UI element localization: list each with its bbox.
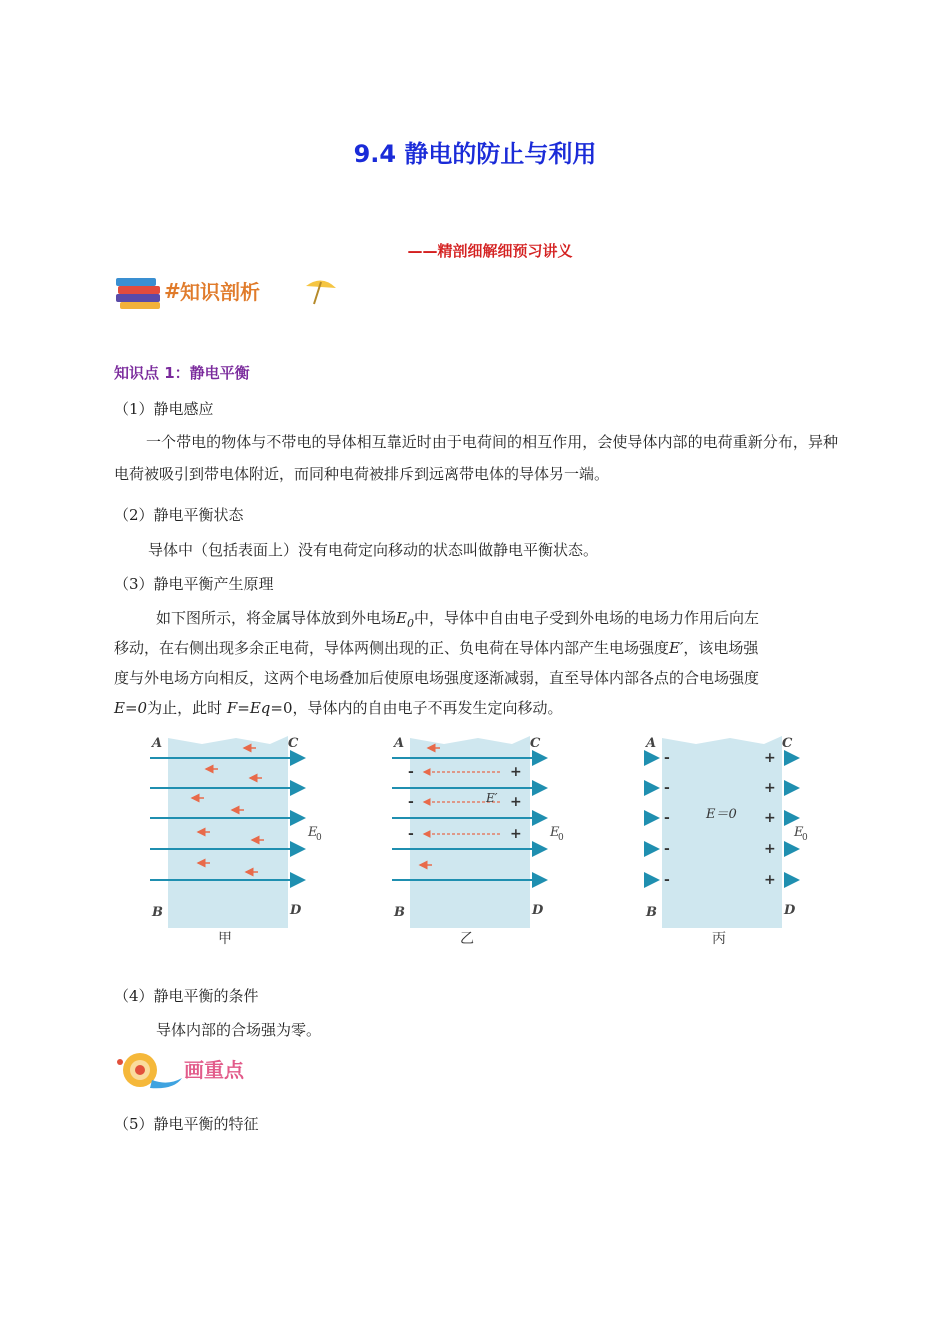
knowledge-point-heading: 知识点 1：静电平衡: [114, 364, 250, 382]
svg-text:-: -: [664, 841, 670, 857]
svg-text:-: -: [408, 826, 414, 842]
svg-text:E: E: [308, 825, 318, 840]
svg-text:+: +: [510, 764, 522, 780]
section-4-text: 导体内部的合场强为零。: [156, 1021, 322, 1039]
svg-text:D: D: [532, 903, 544, 918]
svg-text:A: A: [646, 736, 657, 751]
section-3-heading: （3）静电平衡产生原理: [114, 575, 274, 593]
section-2-text: 导体中（包括表面上）没有电荷定向移动的状态叫做静电平衡状态。: [148, 541, 599, 559]
highlight-badge: [114, 1046, 284, 1092]
svg-text:-: -: [408, 794, 414, 810]
svg-text:画重点: 画重点: [184, 1058, 244, 1082]
panel-bing: [644, 736, 808, 947]
svg-text:A: A: [394, 736, 405, 751]
section-1-text: 一个带电的物体与不带电的导体相互靠近时由于电荷间的相互作用，会使导体内部的电荷重新分布，异种电荷被吸引到带电体附近，而同种电荷被排斥到远离带电体的导体另一端。: [114, 433, 838, 483]
svg-text:-: -: [664, 780, 670, 796]
svg-text:B: B: [646, 905, 657, 920]
page-title: 9.4 静电的防止与利用: [353, 140, 597, 168]
page-subtitle: ——精剖细解细预习讲义: [407, 242, 573, 260]
section-4-heading: （4）静电平衡的条件: [114, 987, 259, 1005]
svg-text:0: 0: [802, 833, 808, 843]
svg-text:#: #: [164, 279, 181, 303]
svg-text:-: -: [664, 750, 670, 766]
svg-text:E＝0: E＝0: [706, 807, 737, 822]
svg-text:0: 0: [316, 833, 322, 843]
svg-text:D: D: [784, 903, 796, 918]
books-icon: [116, 278, 160, 309]
svg-text:E′: E′: [486, 791, 498, 805]
svg-text:-: -: [664, 810, 670, 826]
svg-text:D: D: [290, 903, 302, 918]
section-3-line-4: E=0为止，此时 F=Eq=0，导体内的自由电子不再发生定向移动。: [114, 699, 563, 717]
svg-text:A: A: [152, 736, 163, 751]
section-1-heading: （1）静电感应: [114, 400, 214, 418]
svg-text:-: -: [408, 764, 414, 780]
caption-yi: 乙: [460, 931, 474, 947]
svg-text:+: +: [764, 872, 776, 888]
svg-text:E: E: [550, 825, 560, 840]
svg-text:C: C: [530, 736, 541, 751]
caption-jia: 甲: [218, 931, 232, 947]
svg-text:+: +: [510, 794, 522, 810]
svg-text:-: -: [664, 872, 670, 888]
section-3-line-1: 如下图所示，将金属导体放到外电场$E_0$中，导体中自由电子受到外电场的电场力作用后向左: [156, 609, 759, 630]
section-3-line-3: 度与外电场方向相反，这两个电场叠加后使原电场强度逐渐减弱，直至导体内部各点的合电场强度: [114, 669, 760, 687]
svg-text:0: 0: [558, 833, 564, 843]
svg-text:+: +: [510, 826, 522, 842]
caption-bing: 丙: [712, 931, 726, 947]
svg-text:C: C: [288, 736, 299, 751]
svg-text:+: +: [764, 780, 776, 796]
section-5-heading: （5）静电平衡的特征: [114, 1115, 259, 1133]
banner-label: 知识剖析: [180, 280, 260, 304]
svg-text:+: +: [764, 750, 776, 766]
svg-text:+: +: [764, 810, 776, 826]
electrostatic-figure: [140, 730, 820, 950]
svg-text:+: +: [764, 841, 776, 857]
section-2-heading: （2）静电平衡状态: [114, 506, 244, 524]
umbrella-icon: [306, 280, 336, 304]
knowledge-banner: [114, 270, 354, 314]
panel-yi: [392, 736, 564, 947]
svg-text:E: E: [794, 825, 804, 840]
svg-text:C: C: [782, 736, 793, 751]
svg-text:B: B: [152, 905, 163, 920]
svg-text:B: B: [394, 905, 405, 920]
snail-icon: [117, 1053, 182, 1088]
section-3-line-2: 移动，在右侧出现多余正电荷，导体两侧出现的正、负电荷在导体内部产生电场强度E′，该电场强: [114, 639, 759, 657]
panel-jia: [150, 736, 322, 947]
